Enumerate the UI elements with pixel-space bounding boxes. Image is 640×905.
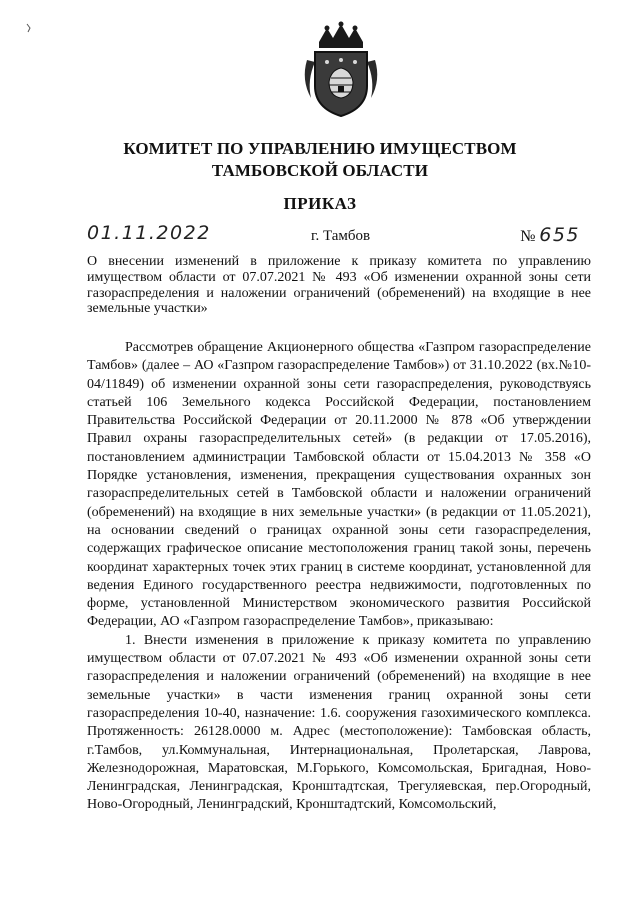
document-subject: О внесении изменений в приложение к приказу комитета по управлению имуществом области от 07.07.2021 № 493 «Об изменении охранной зоны сети газораспределения и наложении ограничений (обременений) на входящие в нее земельные участки» [87,254,591,317]
document-type: ПРИКАЗ [283,194,357,213]
document-body [87,339,591,815]
number-sign: № [520,228,536,245]
coat-of-arms-icon [297,20,385,120]
city: г. Тамбов [311,228,371,244]
handwritten-number: 655 [539,224,580,246]
order-item-1: 1. Внести изменения в приложение к приказу комитета по управлению имуществом области от 07.07.2021 № 493 «Об изменении охранной зоны сети газораспределения и наложении ограничений (обременений) на входящие в нее земельные участки» в части изменения границ охранной зоны сети газораспределения 10-40, назначение: 1.6. сооружения газохимического комплекса. Протяженность: 26128.0000 м. Адрес (местоположение): Тамбовская область, г.Тамбов, ул.Коммунальная, Интернациональная, Пролетарская, Лаврова, Железнодорожная, Маратовская, М.Горького, Комсомольская, Бригадная, Ново-Ленинградская, Ленинградская, Кронштадтская, Трегуляевская, пер.Огородный, Ново-Огородный, Ленинградский, Кронштадтский, Комсомольский, [87,632,591,813]
handwritten-date: 01.11.2022 [87,222,211,244]
scan-mark [26,23,34,33]
document-meta [87,222,580,248]
org-line-1: КОМИТЕТ ПО УПРАВЛЕНИЮ ИМУЩЕСТВОМ [123,139,517,158]
organization-name [0,138,640,182]
preamble-paragraph: Рассмотрев обращение Акционерного общества «Газпром газораспределение Тамбов» (далее – АО «Газпром газораспределение Тамбов») от 31.10.2022 (вх.№10-04/11849) об изменении охранной зоны сети газораспределения, руководствуясь статьей 106 Земельного кодекса Российской Федерации, постановлением Правительства Российской Федерации от 20.11.2000 № 878 «Об утверждении Правил охраны газораспределительных сетей» (в редакции от 17.05.2016), постановлением администрации Тамбовской области от 15.04.2013 № 358 «О Порядке установления, изменения, прекращения существования охранных зон газораспределительных сетей в Тамбовской области и наложении ограничений (обременений) на входящие в них земельные участки» (в редакции от 11.05.2021), на основании сведений о границах охранной зоны сети газораспределения, содержащих графическое описание местоположения границ такой зоны, перечень координат характерных точек этих границ в системе координат, установленной для ведения Единого государственного реестра недвижимости, подготовленных по форме, установленной Министерством экономического развития Российской Федерации, АО «Газпром газораспределение Тамбов», приказываю: [87,340,591,630]
org-line-2: ТАМБОВСКОЙ ОБЛАСТИ [211,161,429,180]
document-number [520,224,580,246]
